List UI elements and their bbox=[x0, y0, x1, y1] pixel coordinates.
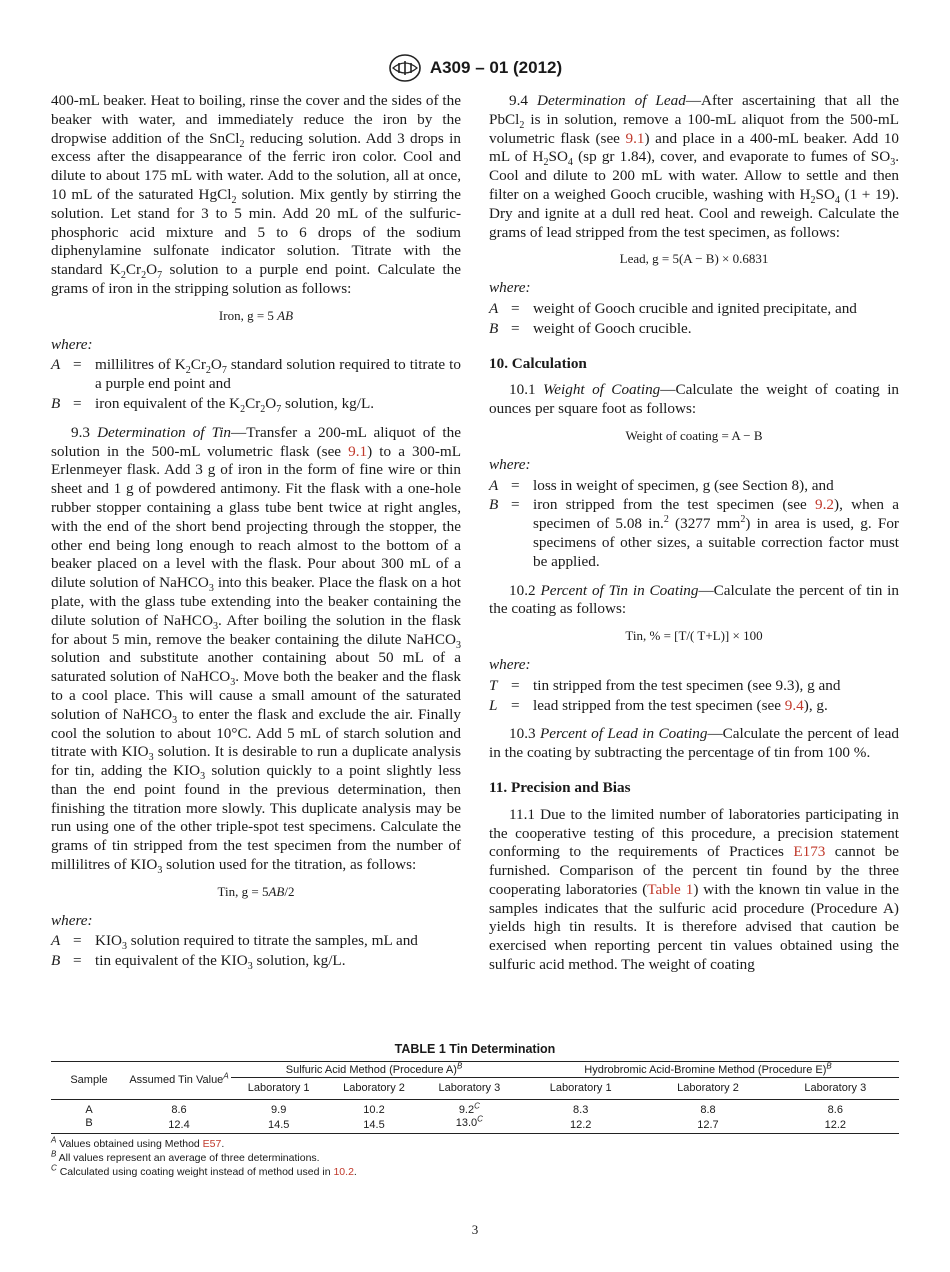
cell-value: $9.2^C$ $13.0^C$ bbox=[422, 1100, 517, 1134]
tin-determination-table bbox=[51, 1061, 899, 1134]
footnote-b: $^B$ All values represent an average of three determinations. bbox=[51, 1149, 320, 1164]
where-label: where: bbox=[489, 455, 531, 473]
cell-value: 8.6 bbox=[827, 1104, 843, 1116]
cell-sample: B bbox=[51, 1117, 127, 1134]
link-9-1[interactable]: 9.1 bbox=[348, 442, 368, 460]
link-9-2[interactable]: 9.2 bbox=[815, 496, 835, 514]
cell-assumed: 8.6 bbox=[171, 1104, 187, 1116]
cell-value: 12.7 bbox=[644, 1117, 771, 1134]
link-e57[interactable]: E57 bbox=[202, 1138, 222, 1150]
where-label: where: bbox=[51, 911, 93, 929]
coating-definition-b: B = iron stripped from the test specimen (see 9.2), when a specimen of 5.08 in.$^2$ (3277 $mm^2$) in area is used, g. For specimens of other sizes, a suitable correction factor must be applied. bbox=[489, 496, 899, 570]
header-assumed-tin: Assumed Tin Value$^A$ bbox=[127, 1062, 231, 1100]
where-label: where: bbox=[489, 655, 531, 673]
right-column bbox=[489, 92, 899, 983]
cell-value: 8.3 bbox=[573, 1104, 589, 1116]
cell-value: 14.5 bbox=[231, 1117, 326, 1134]
cell-assumed: 12.4 bbox=[127, 1117, 231, 1134]
link-10-2[interactable]: 10.2 bbox=[333, 1166, 354, 1178]
section-11-1-text: 11.1 Due to the limited number of laboratories participating in the cooperative testing of this procedure, a precision statement conforming to the requirements of Practices E173 cannot be furnished. Comparison of the percent tin found by the three cooperating laboratories (Table 1) with the known tin value in the samples indicates that the sulfuric acid procedure (Procedure A) yields high tin results. It is therefore advised that caution be exercised when reporting percent tin values obtained using the sulfuric acid method. The weight of coating bbox=[489, 805, 899, 974]
document-id: A309 – 01 (2012) bbox=[429, 58, 563, 77]
coating-equation: Weight of coating = A − B bbox=[625, 427, 763, 443]
left-column bbox=[51, 92, 461, 972]
footnote-a: $^A$ Values obtained using Method E57. bbox=[51, 1135, 225, 1150]
cell-value: 8.8 bbox=[700, 1104, 716, 1116]
cell-value: 10.2 bbox=[363, 1104, 385, 1116]
lead-definition-b: B = weight of Gooch crucible. bbox=[489, 319, 692, 337]
header-sulfuric-method: Sulfuric Acid Method (Procedure A)$^B$ bbox=[231, 1062, 517, 1078]
header-lab: Laboratory 1 bbox=[517, 1078, 644, 1100]
where-label: where: bbox=[489, 279, 531, 297]
section-10-3-text: 10.3 Percent of Lead in Coating—Calculate the percent of lead in the coating by subtracting the percentage of tin from 100 %. bbox=[489, 725, 899, 762]
page-header bbox=[0, 52, 950, 84]
footnote-c: $^C$ Calculated using coating weight instead of method used in 10.2. bbox=[51, 1163, 357, 1178]
table-row bbox=[51, 1100, 899, 1118]
tin-definition-b: B = tin equivalent of the $KIO_3$ solution, kg/L. bbox=[51, 952, 346, 973]
tin-percent-equation: Tin, % = [T/( T+L)] × 100 bbox=[625, 628, 763, 644]
link-9-1[interactable]: 9.1 bbox=[625, 129, 645, 147]
cell-value: 12.2 bbox=[772, 1117, 899, 1134]
cell-value: 14.5 bbox=[326, 1117, 421, 1134]
tin-definition-a: A = $KIO_3$ solution required to titrate the samples, mL and bbox=[51, 932, 418, 953]
section-11-heading: 11. Precision and Bias bbox=[489, 778, 631, 796]
section-9-4-text: 9.4 Determination of Lead—After ascertaining that all the PbCl$_2$ is in solution, remove a 100-mL aliquot from the 500-mL volumetric flask (see 9.1) and place in a 400-mL beaker. Add 10 mL of $H_2SO_4$ (sp gr 1.84), cover, and evaporate to fumes of $SO_3$. Cool and dilute to 200 mL with water. Allow to settle and then filter on a weighed Gooch crucible, washing with $H_2SO_4$ (1 + 19). Dry and ignite at a dull red heat. Cool and reweigh. Calculate the grams of lead stripped from the test specimen, as follows: bbox=[489, 92, 900, 241]
table-title: TABLE 1 Tin Determination bbox=[394, 1042, 556, 1056]
header-lab: Laboratory 1 bbox=[231, 1078, 326, 1100]
header-sample: Sample bbox=[51, 1062, 127, 1100]
tin-percent-definition-t: T = tin stripped from the test specimen (see 9.3), g and bbox=[489, 676, 841, 694]
link-e173[interactable]: E173 bbox=[793, 843, 826, 861]
cell-value: 12.2 bbox=[517, 1117, 644, 1134]
lead-definition-a: A = weight of Gooch crucible and ignited precipitate, and bbox=[489, 299, 857, 317]
cell-value: 9.9 bbox=[271, 1104, 287, 1116]
where-label: where: bbox=[51, 335, 93, 353]
header-lab: Laboratory 3 bbox=[422, 1078, 517, 1100]
section-10-heading: 10. Calculation bbox=[489, 354, 587, 372]
astm-logo-icon bbox=[388, 53, 422, 83]
header-lab: Laboratory 3 bbox=[772, 1078, 899, 1100]
cell-sample: A bbox=[85, 1104, 93, 1116]
lead-equation: Lead, g = 5(A − B) × 0.6831 bbox=[619, 251, 769, 267]
iron-equation: Iron, g = 5 AB bbox=[218, 307, 294, 323]
iron-procedure-text: 400-mL beaker. Heat to boiling, rinse the cover and the sides of the beaker with water, and immediately reduce the iron by the dropwise addition of the SnCl$_2$ reducing solution. Add 3 drops in excess after the disappearance of the ferric iron color. Cool and dilute to about 175 mL with water. Add to the solution, all at once, 10 mL of the saturated HgCl$_2$ solution. Mix gently by stirring the solution. Let stand for 3 to 5 min. Add 20 mL of the sulfuric-phosphoric acid mixture and 5 to 6 drops of the sodium diphenylamine sulfonate indicator solution. Titrate with the standard $K_2Cr_2O_7$ solution to a purple end point. Calculate the grams of iron in the stripping solution as follows: bbox=[51, 92, 461, 297]
section-10-1-text: 10.1 Weight of Coating—Calculate the weight of coating in ounces per square foot as follows: bbox=[489, 381, 900, 418]
table-footnotes bbox=[51, 1137, 899, 1179]
iron-definition-a: A = millilitres of $K_2Cr_2O_7$ standard solution required to titrate to a purple end point and bbox=[51, 356, 461, 393]
header-lab: Laboratory 2 bbox=[644, 1078, 771, 1100]
section-9-3-text: 9.3 Determination of Tin—Transfer a 200-mL aliquot of the solution in the 500-mL volumetric flask (see 9.1) to a 300-mL Erlenmeyer flask. Add 3 g of iron in the form of fine wire or thin sheet and 1 g of powdered antimony. Fit the flask with a one-hole rubber stopper containing a glass tube bent twice at right angles, with the end of the short bend projecting through the stopper, the other end being long enough to reach almost to the bottom of a beaker placed on a level with the flask. Pour about 300 mL of a dilute solution of NaHCO$_3$ into this beaker. Place the flask on a hot plate, with the glass tube extending into the beaker containing the dilute solution of NaHCO$_3$. After boiling the solution in the flask for about 5 min, remove the beaker containing the dilute NaHCO$_3$ solution and substitute another containing about 50 mL of a saturated solution of NaHCO$_3$. Move both the beaker and the flask to a cool place. This will cause a small amount of the saturated solution of NaHCO$_3$ to enter the flask and exclude the air. Finally cool the solution to about 10°C. Add 5 mL of starch solution and titrate with $KIO_3$ solution. It is desirable to run a duplicate analysis for tin, adding the $KIO_3$ solution quickly to a point slightly less than the end point found in the previous determination, then finishing the titration more slowly. This duplicate analysis may be run using one of the other triple-spot test specimens. Calculate the grams of tin stripped from the test specimen from the number of millilitres of $KIO_3$ solution used for the titration, as follows: bbox=[51, 423, 462, 877]
page-number: 3 bbox=[471, 1222, 479, 1237]
section-10-2-text: 10.2 Percent of Tin in Coating—Calculate the percent of tin in the coating as follows: bbox=[489, 581, 899, 618]
link-9-4[interactable]: 9.4 bbox=[784, 696, 804, 714]
iron-definition-b: B = iron equivalent of the $K_2Cr_2O_7$ solution, kg/L. bbox=[51, 394, 375, 415]
header-lab: Laboratory 2 bbox=[326, 1078, 421, 1100]
link-table-1[interactable]: Table 1 bbox=[647, 880, 694, 898]
coating-definition-a: A = loss in weight of specimen, g (see Section 8), and bbox=[489, 476, 834, 494]
tin-percent-definition-l: L = lead stripped from the test specimen (see 9.4), g. bbox=[489, 696, 828, 714]
header-hbr-method: Hydrobromic Acid-Bromine Method (Procedure E)$^B$ bbox=[517, 1062, 899, 1078]
tin-equation: Tin, g = 5AB/2 bbox=[217, 883, 295, 899]
tin-determination-table-block bbox=[51, 1042, 899, 1179]
